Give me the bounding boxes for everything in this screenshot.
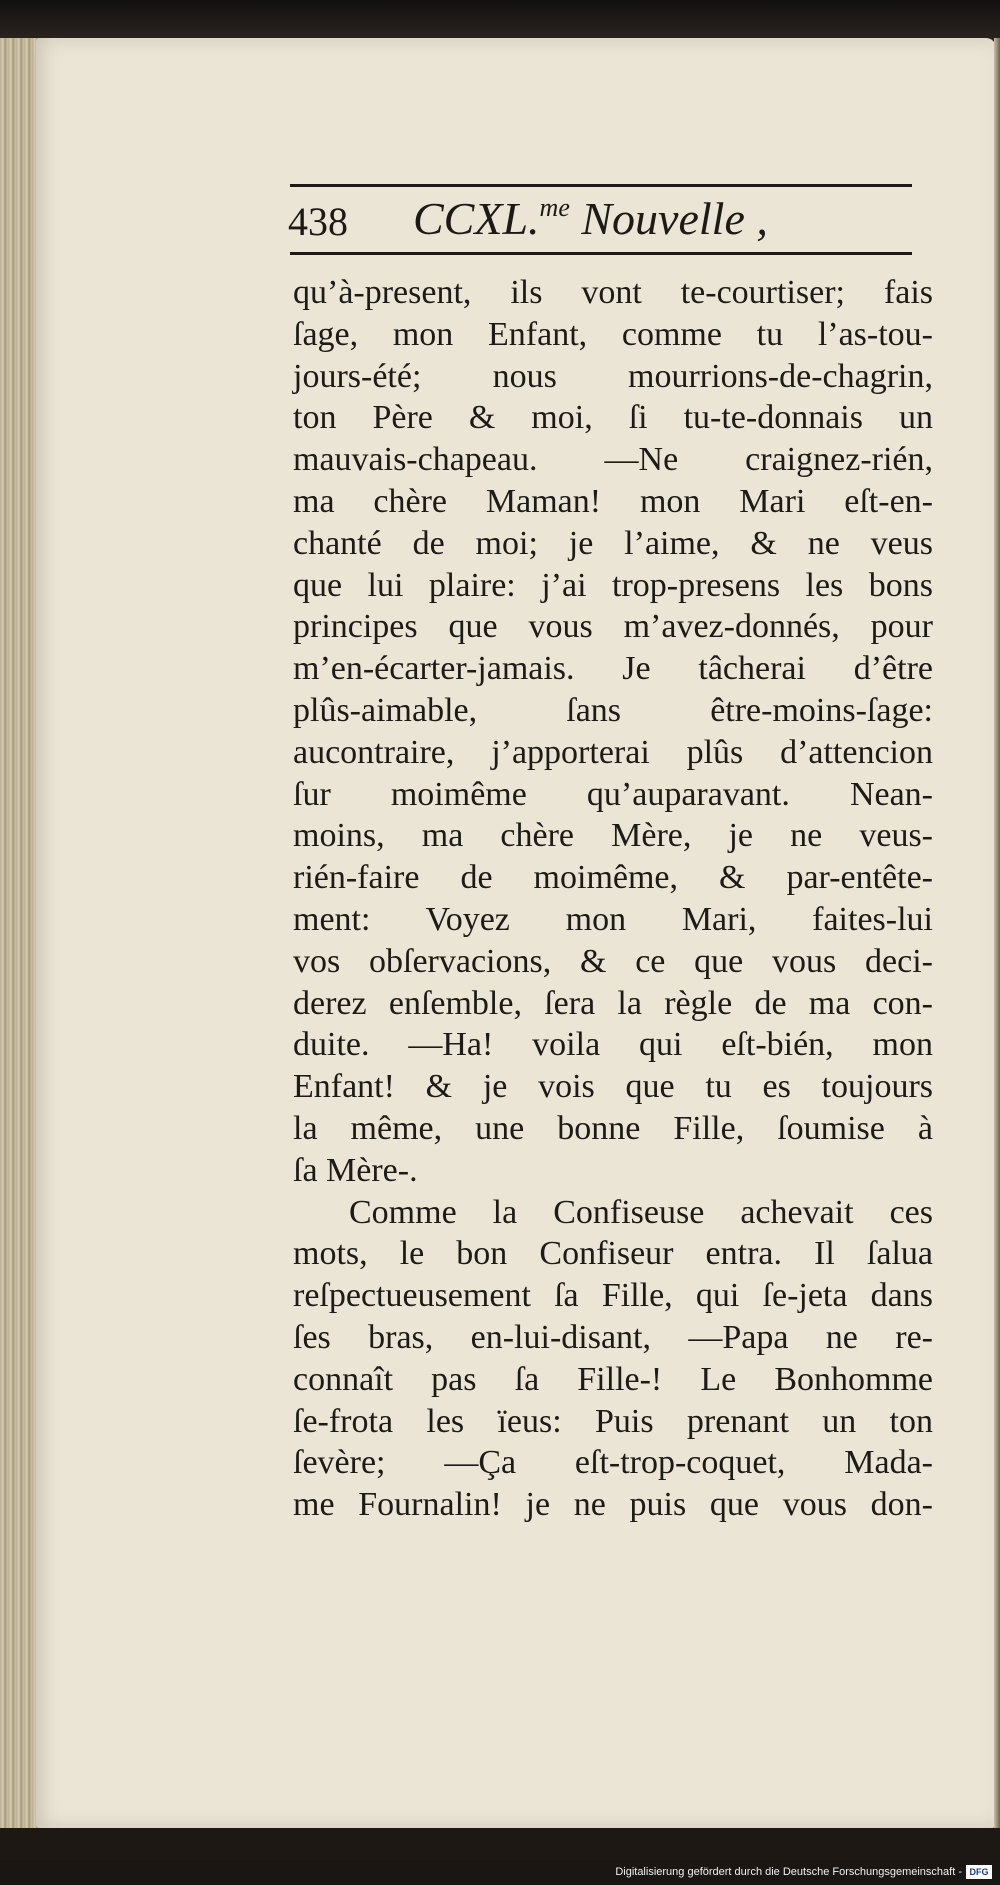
text-line-paragraph-start: Comme la Confiseuse achevait ces — [349, 1193, 933, 1231]
top-shadow — [0, 0, 1000, 40]
text-line: plûs-aimable, ſans être-moins-ſage: — [293, 691, 933, 729]
text-line: mots, le bon Confiseur entra. Il ſalua — [293, 1235, 933, 1273]
text-line: ſes bras, en-lui-disant, —Papa ne re- — [293, 1318, 933, 1356]
text-line: aucontraire, j’apporterai plûs d’attencion — [293, 733, 933, 771]
text-line: qu’à-present, ils vont te-courtiser; fais — [293, 274, 933, 311]
text-line: jours-été; nous mourrions-de-chagrin, — [293, 357, 933, 395]
text-line: vos obſervacions, & ce que vous deci- — [293, 942, 933, 980]
running-title-rest: Nouvelle , — [569, 193, 768, 244]
text-line: ma chère Maman! mon Mari eſt-en- — [293, 482, 933, 520]
text-line: ſe-frota les ïeus: Puis prenant un ton — [293, 1402, 933, 1440]
running-title-main: CCXL. — [413, 193, 540, 244]
text-line: la même, une bonne Fille, ſoumise à — [293, 1109, 933, 1147]
text-line: ton Père & moi, ſi tu-te-donnais un — [293, 399, 933, 437]
book-page-edges — [0, 38, 41, 1828]
text-line: ſevère; —Ça eſt-trop-coquet, Mada- — [293, 1444, 933, 1482]
text-line-paragraph-end: ſa Mère-. — [293, 1151, 418, 1189]
running-header — [288, 190, 918, 250]
text-line: m’en-écarter-jamais. Je tâcherai d’être — [293, 650, 933, 688]
dfg-logo: DFG — [966, 1865, 992, 1879]
text-line: derez enſemble, ſera la règle de ma con- — [293, 984, 933, 1022]
body-text — [293, 272, 933, 1526]
text-line: principes que vous m’avez-donnés, pour — [293, 608, 933, 646]
header-rule-bottom — [290, 252, 912, 255]
header-rule-top — [290, 184, 912, 187]
text-line: mauvais-chapeau. —Ne craignez-rién, — [293, 441, 933, 479]
text-line: chanté de moi; je l’aime, & ne veus — [293, 524, 933, 562]
text-line: ment: Voyez mon Mari, faites-lui — [293, 900, 933, 938]
digitization-credit: Digitalisierung gefördert durch die Deutsche Forschungsgemeinschaft - — [615, 1866, 962, 1878]
text-line: ſur moimême qu’auparavant. Nean- — [293, 775, 933, 813]
text-line: ſage, mon Enfant, comme tu l’as-tou- — [293, 315, 933, 353]
page-number: 438 — [288, 199, 348, 244]
text-line: reſpectueusement ſa Fille, qui ſe-jeta dans — [293, 1277, 933, 1315]
text-line: rién-faire de moimême, & par-entête- — [293, 859, 933, 897]
running-title — [413, 192, 768, 245]
text-line: me Fournalin! je ne puis que vous don- — [293, 1486, 933, 1524]
text-line: que lui plaire: j’ai trop-presens les bons — [293, 566, 933, 604]
text-line: duite. —Ha! voila qui eſt-bién, mon — [293, 1026, 933, 1064]
text-line: moins, ma chère Mère, je ne veus- — [293, 817, 933, 855]
text-line: connaît pas ſa Fille-! Le Bonhomme — [293, 1360, 933, 1398]
text-line: Enfant! & je vois que tu es toujours — [293, 1068, 933, 1106]
page-right-edge — [994, 38, 1000, 1828]
running-title-superscript: me — [539, 193, 570, 222]
